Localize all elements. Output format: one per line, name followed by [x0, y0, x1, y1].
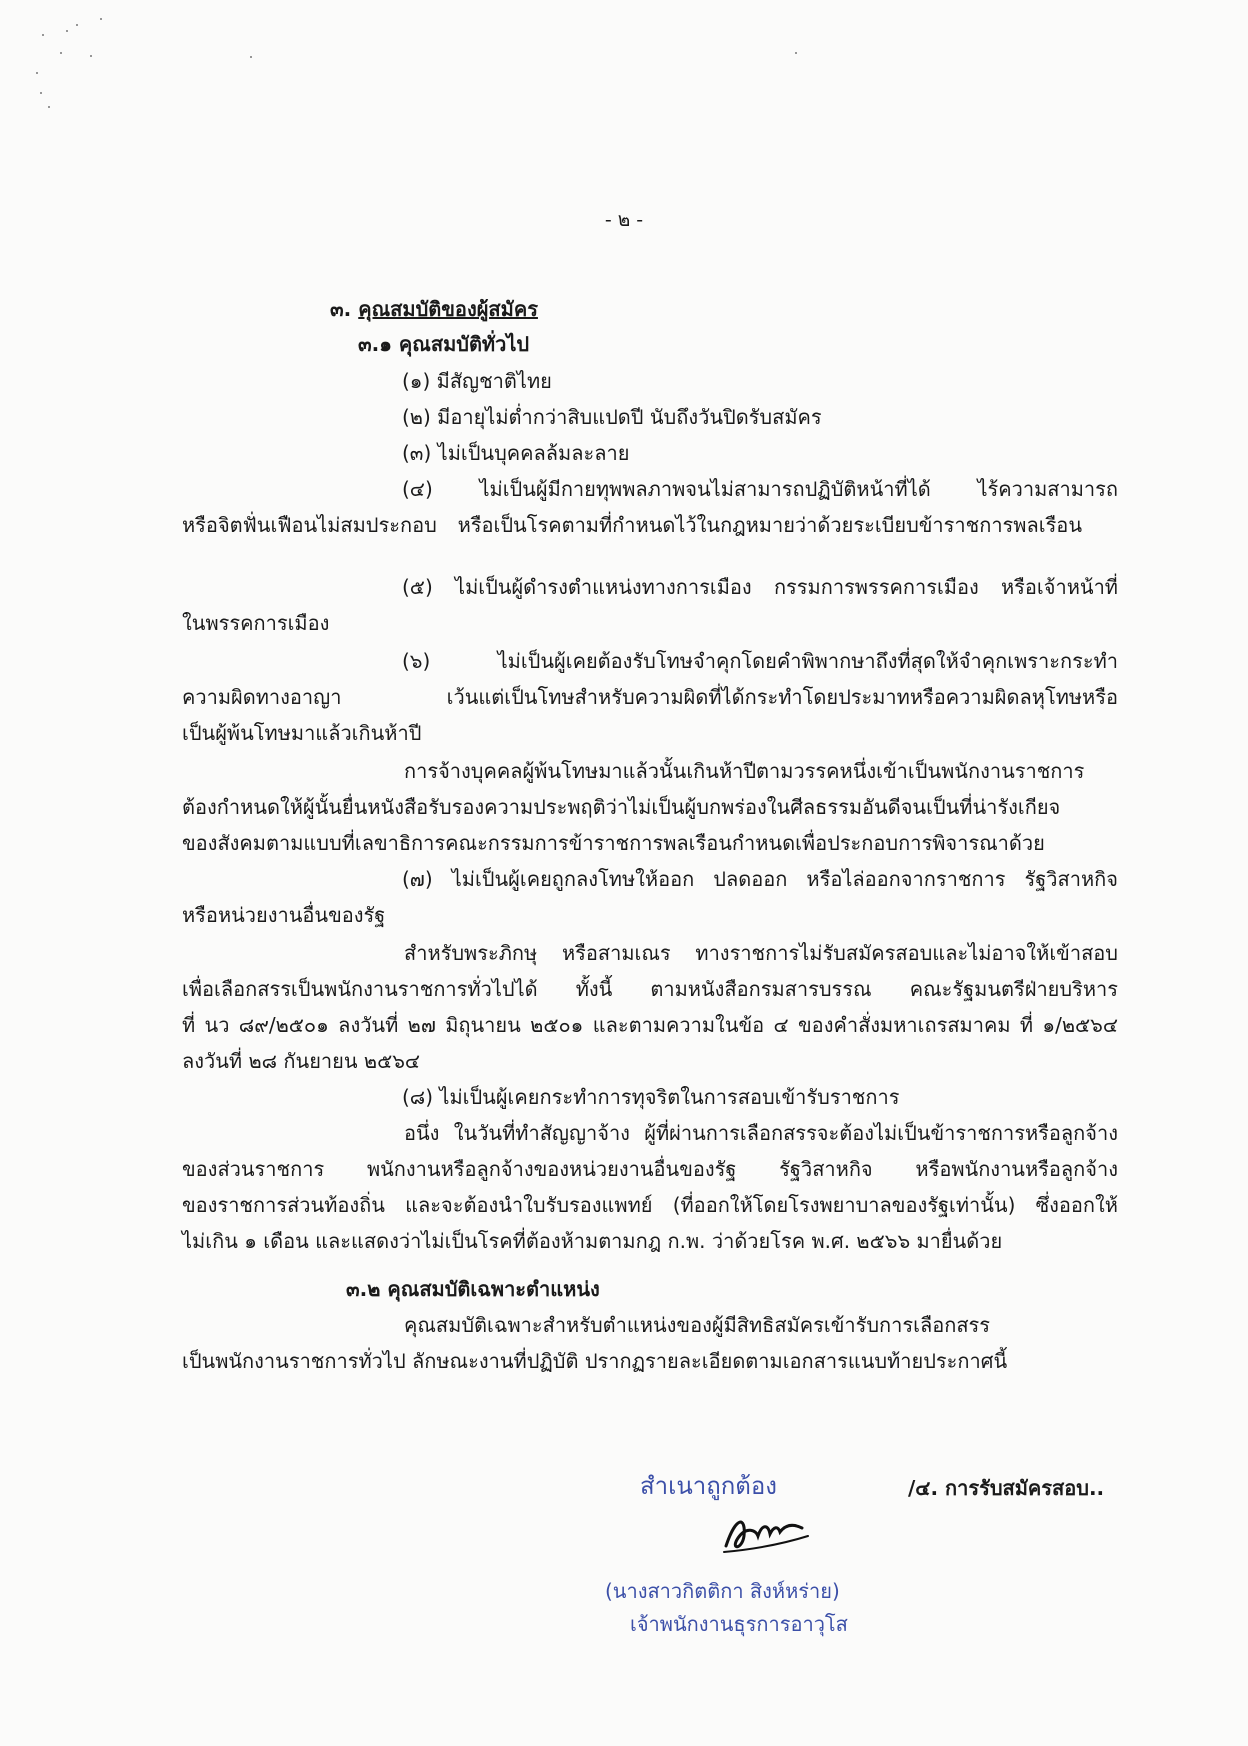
paragraph-pardon-line-1: การจ้างบุคคลผู้พ้นโทษมาแล้วนั้นเกินห้าปีตามวรรคหนึ่งเข้าเป็นพนักงานราชการ: [404, 759, 1085, 783]
paragraph-specific-line-2: เป็นพนักงานราชการทั่วไป ลักษณะงานที่ปฏิบัติ ปรากฏรายละเอียดตามเอกสารแนบท้ายประกาศนี้: [182, 1349, 1008, 1373]
subsection-heading-3-1: ๓.๑ คุณสมบัติทั่วไป: [358, 332, 530, 356]
qualification-item-6-line-1: (๖) ไม่เป็นผู้เคยต้องรับโทษจำคุกโดยคำพิพากษาถึงที่สุดให้จำคุกเพราะกระทำ: [402, 649, 1118, 673]
qualification-item-1: (๑) มีสัญชาติไทย: [402, 369, 552, 393]
qualification-item-5-line-2: ในพรรคการเมือง: [182, 611, 330, 635]
paragraph-monks-line-1: สำหรับพระภิกษุ หรือสามเณร ทางราชการไม่รับสมัครสอบและไม่อาจให้เข้าสอบ: [404, 941, 1118, 965]
paragraph-contract-line-4: ไม่เกิน ๑ เดือน และแสดงว่าไม่เป็นโรคที่ต้องห้ามตามกฎ ก.พ. ว่าด้วยโรค พ.ศ. ๒๕๖๖ มายื่นด้วย: [182, 1229, 1003, 1253]
scan-speck: [250, 56, 252, 58]
paragraph-contract-line-3: ของราชการส่วนท้องถิ่น และจะต้องนำใบรับรองแพทย์ (ที่ออกให้โดยโรงพยาบาลของรัฐเท่านั้น) ซึ่งออกให้: [182, 1193, 1118, 1217]
section-heading-number: ๓.: [330, 297, 352, 321]
qualification-item-4-line-2: หรือจิตฟั่นเฟือนไม่สมประกอบ หรือเป็นโรคตามที่กำหนดไว้ในกฎหมายว่าด้วยระเบียบข้าราชการพลเรือน: [182, 513, 1082, 537]
qualification-item-5-line-1: (๕) ไม่เป็นผู้ดำรงตำแหน่งทางการเมือง กรรมการพรรคการเมือง หรือเจ้าหน้าที่: [402, 575, 1118, 599]
subsection-heading-3-2: ๓.๒ คุณสมบัติเฉพาะตำแหน่ง: [346, 1277, 600, 1301]
paragraph-contract-line-1: อนึ่ง ในวันที่ทำสัญญาจ้าง ผู้ที่ผ่านการเลือกสรรจะต้องไม่เป็นข้าราชการหรือลูกจ้าง: [404, 1121, 1118, 1145]
qualification-item-3: (๓) ไม่เป็นบุคคลล้มละลาย: [402, 441, 630, 465]
section-heading-title: คุณสมบัติของผู้สมัคร: [358, 297, 538, 321]
section-heading: [330, 292, 538, 326]
scan-speck: [40, 92, 42, 94]
qualification-item-6-line-2: ความผิดทางอาญา เว้นแต่เป็นโทษสำหรับความผิดที่ได้กระทำโดยประมาทหรือความผิดลหุโทษหรือ: [182, 685, 1118, 709]
paragraph-contract-line-2: ของส่วนราชการ พนักงานหรือลูกจ้างของหน่วยงานอื่นของรัฐ รัฐวิสาหกิจ หรือพนักงานหรือลูกจ้าง: [182, 1157, 1118, 1181]
page-number: - ๒ -: [604, 209, 644, 231]
paragraph-monks-line-4: ลงวันที่ ๒๘ กันยายน ๒๕๖๔: [182, 1049, 421, 1073]
continuation-marker: /๔. การรับสมัครสอบ..: [908, 1476, 1105, 1500]
scan-speck: [42, 34, 44, 36]
certified-copy-stamp-title: สำเนาถูกต้อง: [640, 1472, 777, 1500]
scan-speck: [90, 55, 92, 57]
scan-speck: [36, 72, 38, 74]
scan-speck: [795, 52, 797, 54]
qualification-item-7-line-1: (๗) ไม่เป็นผู้เคยถูกลงโทษให้ออก ปลดออก หรือไล่ออกจากราชการ รัฐวิสาหกิจ: [402, 867, 1118, 891]
scan-speck: [48, 106, 50, 108]
certifier-name: (นางสาวกิตติกา สิงห์หร่าย): [605, 1579, 840, 1603]
signature-icon: [716, 1506, 816, 1556]
qualification-item-2: (๒) มีอายุไม่ต่ำกว่าสิบแปดปี นับถึงวันปิดรับสมัคร: [402, 405, 822, 429]
paragraph-pardon-line-2: ต้องกำหนดให้ผู้นั้นยื่นหนังสือรับรองความประพฤติว่าไม่เป็นผู้บกพร่องในศีลธรรมอันดีจนเป็นที่น่ารังเกียจ: [182, 795, 1061, 819]
qualification-item-8: (๘) ไม่เป็นผู้เคยกระทำการทุจริตในการสอบเข้ารับราชการ: [402, 1085, 900, 1109]
certifier-position: เจ้าพนักงานธุรการอาวุโส: [630, 1612, 848, 1636]
paragraph-monks-line-3: ที่ นว ๘๙/๒๕๐๑ ลงวันที่ ๒๗ มิถุนายน ๒๕๐๑ และตามความในข้อ ๔ ของคำสั่งมหาเถรสมาคม ที่ ๑/๒๕๖๔: [182, 1013, 1118, 1037]
scan-speck: [100, 18, 102, 20]
qualification-item-6-line-3: เป็นผู้พ้นโทษมาแล้วเกินห้าปี: [182, 721, 422, 745]
qualification-item-7-line-2: หรือหน่วยงานอื่นของรัฐ: [182, 903, 386, 927]
paragraph-specific-line-1: คุณสมบัติเฉพาะสำหรับตำแหน่งของผู้มีสิทธิสมัครเข้ารับการเลือกสรร: [404, 1313, 991, 1337]
paragraph-pardon-line-3: ของสังคมตามแบบที่เลขาธิการคณะกรรมการข้าราชการพลเรือนกำหนดเพื่อประกอบการพิจารณาด้วย: [182, 831, 1045, 855]
paragraph-monks-line-2: เพื่อเลือกสรรเป็นพนักงานราชการทั่วไปได้ ทั้งนี้ ตามหนังสือกรมสารบรรณ คณะรัฐมนตรีฝ่ายบริหาร: [182, 977, 1118, 1001]
scan-speck: [60, 52, 62, 54]
scan-speck: [66, 30, 68, 32]
qualification-item-4-line-1: (๔) ไม่เป็นผู้มีกายทุพพลภาพจนไม่สามารถปฏิบัติหน้าที่ได้ ไร้ความสามารถ: [402, 477, 1118, 501]
scan-speck: [76, 24, 78, 26]
